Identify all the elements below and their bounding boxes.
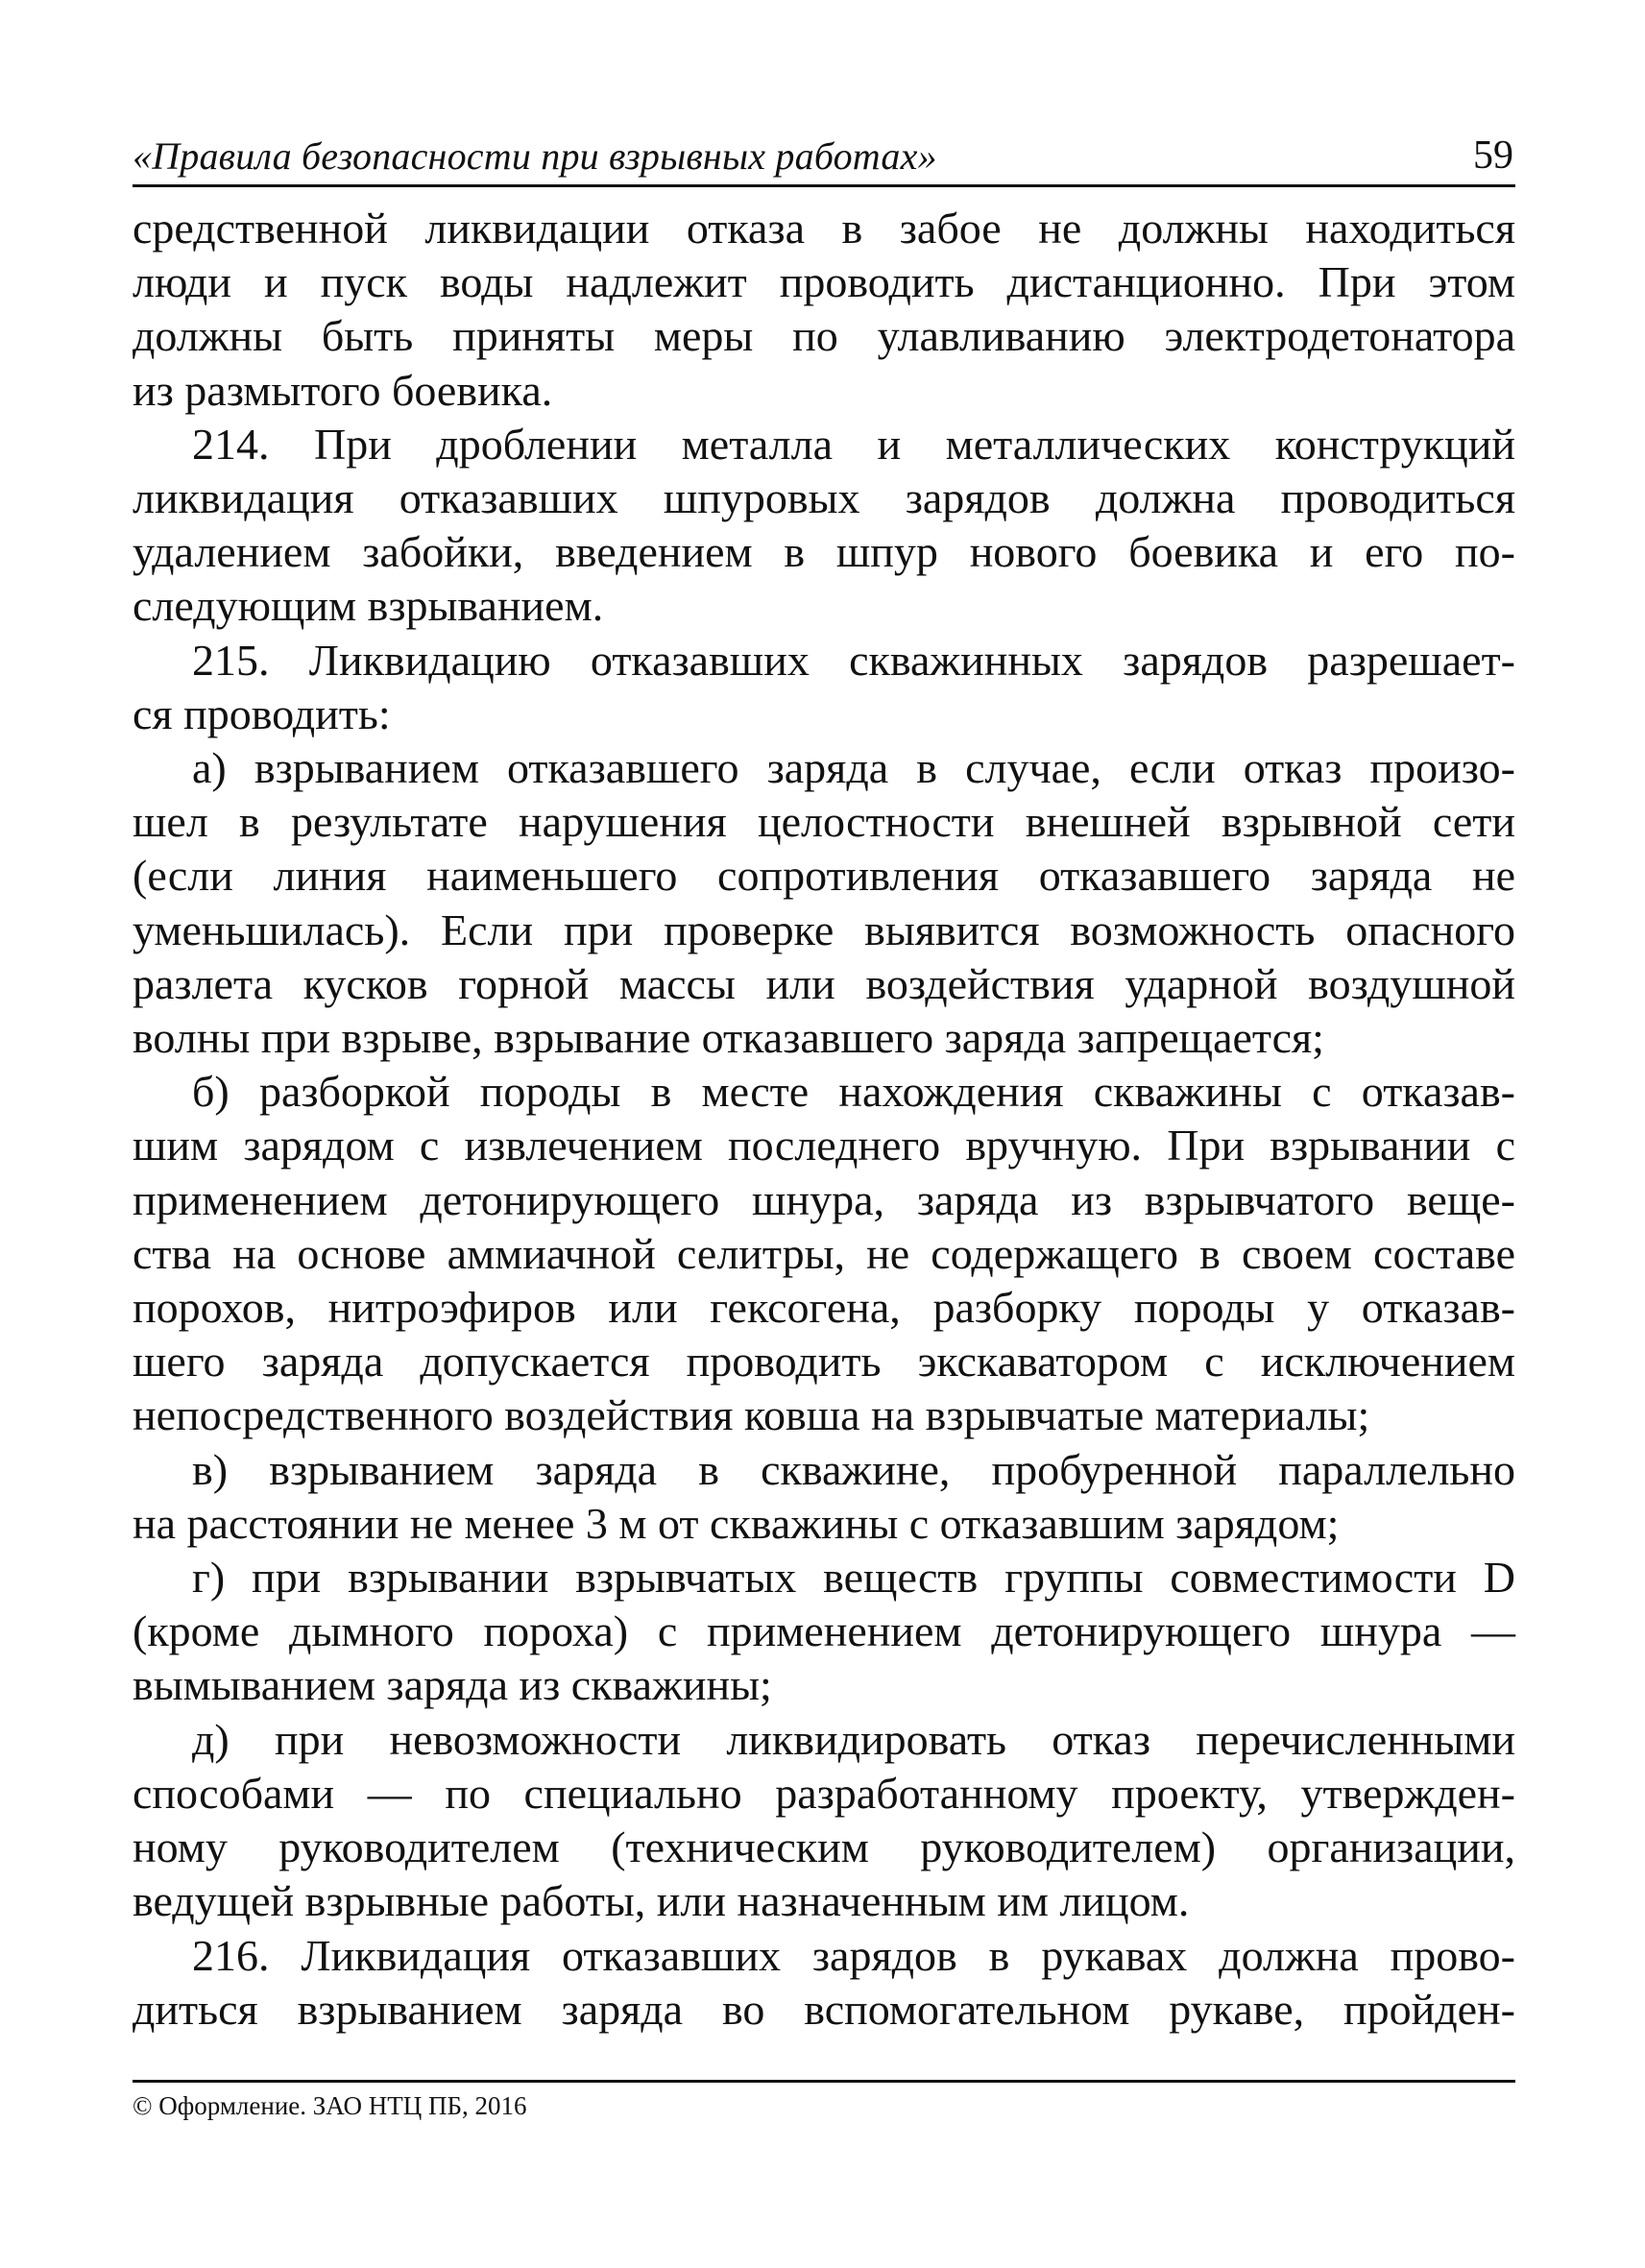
text-line: 214. При дроблении металла и металлических конструкций — [192, 419, 1515, 469]
text-line: ведущей взрывные работы, или назначенным им лицом. — [133, 1876, 1190, 1926]
text-line: ся проводить: — [133, 688, 391, 738]
text-line: из размытого боевика. — [133, 365, 553, 415]
paragraph-continuation — [133, 202, 1515, 418]
text-line: шего заряда допускается проводить экскаватором с исключением — [133, 1337, 1515, 1387]
text-line: шим зарядом с извлечением последнего вручную. При взрывании с — [133, 1121, 1515, 1170]
paragraph-215-b — [133, 1065, 1515, 1442]
text-line: (если линия наименьшего сопротивления отказавшего заряда не — [133, 851, 1515, 901]
text-line: вымыванием заряда из скважины; — [133, 1660, 772, 1710]
text-line: б) разборкой породы в месте нахождения скважины с отказав- — [192, 1067, 1515, 1117]
text-line: г) при взрывании взрывчатых веществ группы совместимости D — [192, 1553, 1515, 1603]
paragraph-215-g — [133, 1551, 1515, 1713]
paragraph-216 — [133, 1929, 1515, 2037]
text-line: диться взрыванием заряда во вспомогательном рукаве, пройден- — [133, 1984, 1515, 2034]
running-header-title: «Правила безопасности при взрывных работах» — [133, 134, 937, 178]
body-text — [133, 202, 1515, 2037]
text-line: ному руководителем (техническим руководителем) организации, — [133, 1822, 1515, 1872]
running-header — [133, 123, 1515, 187]
text-line: разлета кусков горной массы или воздействия ударной воздушной — [133, 958, 1515, 1008]
text-line: (кроме дымного пороха) с применением детонирующего шнура — — [133, 1606, 1515, 1656]
text-line: в) взрыванием заряда в скважине, пробуренной параллельно — [192, 1444, 1515, 1494]
text-line: волны при взрыве, взрывание отказавшего заряда запрещается; — [133, 1013, 1324, 1063]
text-line: применением детонирующего шнура, заряда из взрывчатого веще- — [133, 1174, 1515, 1224]
text-line: порохов, нитроэфиров или гексогена, разборку породы у отказав- — [133, 1283, 1515, 1333]
text-line: способами — по специально разработанному проекту, утвержден- — [133, 1768, 1515, 1818]
text-line: шел в результате нарушения целостности внешней взрывной сети — [133, 797, 1515, 847]
footer-divider — [133, 2080, 1515, 2083]
text-line: на расстоянии не менее 3 м от скважины с отказавшим зарядом; — [133, 1498, 1340, 1548]
text-line: непосредственного воздействия ковша на взрывчатые материалы; — [133, 1390, 1370, 1440]
text-line: должны быть приняты меры по улавливанию электродетонатора — [133, 311, 1515, 361]
text-line: люди и пуск воды надлежит проводить дистанционно. При этом — [133, 257, 1515, 307]
text-line: а) взрыванием отказавшего заряда в случае, если отказ произо- — [192, 743, 1515, 793]
text-line: следующим взрыванием. — [133, 581, 604, 631]
paragraph-215-a — [133, 741, 1515, 1065]
text-line: удалением забойки, введением в шпур нового боевика и его по- — [133, 527, 1515, 577]
text-line: д) при невозможности ликвидировать отказ перечисленными — [192, 1714, 1515, 1764]
footer-copyright: © Оформление. ЗАО НТЦ ПБ, 2016 — [133, 2091, 527, 2120]
paragraph-215 — [133, 634, 1515, 741]
paragraph-215-v — [133, 1443, 1515, 1551]
text-line: ликвидация отказавших шпуровых зарядов должна проводиться — [133, 473, 1515, 523]
text-line: средственной ликвидации отказа в забое не должны находиться — [133, 204, 1515, 253]
text-line: 216. Ликвидация отказавших зарядов в рукавах должна прово- — [192, 1930, 1515, 1980]
page-number: 59 — [1473, 133, 1513, 178]
paragraph-215-d — [133, 1713, 1515, 1929]
text-line: 215. Ликвидацию отказавших скважинных зарядов разрешает- — [192, 635, 1515, 685]
text-line: ства на основе аммиачной селитры, не содержащего в своем составе — [133, 1228, 1515, 1278]
text-line: уменьшилась). Если при проверке выявится возможность опасного — [133, 905, 1515, 954]
paragraph-214 — [133, 418, 1515, 634]
